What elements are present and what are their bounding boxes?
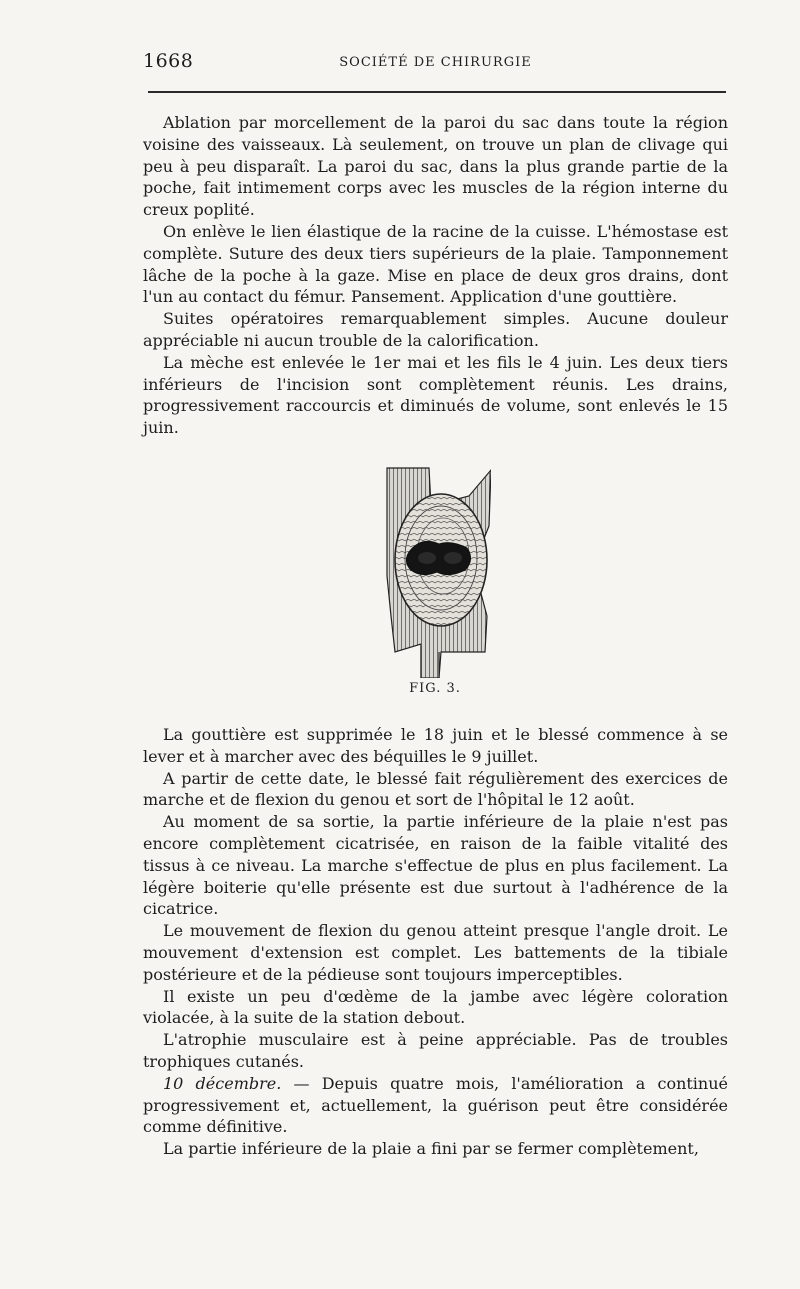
paragraph: Suites opératoires remarquablement simples. Aucune douleur appréciable ni aucun trouble de la calorification. (143, 309, 728, 350)
text-after-figure (143, 724, 728, 1160)
paragraph-text: — Depuis quatre mois, l'amélioration a continué progressivement et, actuellement, la guérison peut être considérée comme définitive. (143, 1073, 728, 1137)
paragraph: L'atrophie musculaire est à peine appréciable. Pas de troubles trophiques cutanés. (143, 1030, 728, 1071)
journal-title: SOCIÉTÉ DE CHIRURGIE (339, 55, 532, 70)
paragraph-date: 10 décembre. (163, 1073, 282, 1093)
paragraph: Le mouvement de flexion du genou atteint presque l'angle droit. Le mouvement d'extension est complet. Les battements de la tibiale postérieure et de la pédieuse sont toujours imperceptibles. (143, 921, 728, 984)
dated-paragraph (143, 1073, 728, 1138)
paragraph: Au moment de sa sortie, la partie inférieure de la plaie n'est pas encore complètement cicatrisée, en raison de la faible vitalité des tissus à ce niveau. La marche s'effectue de plus en plus facilement. La légère boiterie qu'elle présente est due surtout à l'adhérence de la cicatrice. (143, 812, 728, 919)
paragraph: Ablation par morcellement de la paroi du sac dans toute la région voisine des vaisseaux. Là seulement, on trouve un plan de clivage qui peu à peu disparaît. La paroi du sac, dans la plus grande partie de la poche, fait intimement corps avec les muscles de la région interne du creux poplité. (143, 113, 728, 220)
text-before-figure (143, 112, 728, 439)
paragraph: On enlève le lien élastique de la racine de la cuisse. L'hémostase est complète. Suture des deux tiers supérieurs de la plaie. Tamponnement lâche de la poche à la gaze. Mise en place de deux gros drains, dont l'un au contact du fémur. Pansement. Application d'une gouttière. (143, 221, 728, 307)
running-head (143, 50, 728, 78)
paragraph: La partie inférieure de la plaie a fini par se fermer complètement, (163, 1139, 699, 1159)
paragraph: La gouttière est supprimée le 18 juin et le blessé commence à se lever et à marcher avec des béquilles le 9 juillet. (143, 725, 728, 766)
paragraph: A partir de cette date, le blessé fait régulièrement des exercices de marche et de flexion du genou et sort de l'hôpital le 12 août. (143, 768, 728, 810)
figure-illustration (381, 466, 491, 678)
header-rule (148, 91, 726, 93)
page-number: 1668 (143, 50, 194, 72)
figure-caption: FIG. 3. (409, 681, 461, 696)
paragraph: Il existe un peu d'œdème de la jambe avec légère coloration violacée, à la suite de la station debout. (143, 986, 728, 1028)
paragraph: La mèche est enlevée le 1er mai et les fils le 4 juin. Les deux tiers inférieurs de l'incision sont complètement réunis. Les drains, progressivement raccourcis et diminués de volume, sont enlevés le 15 juin. (143, 352, 728, 438)
